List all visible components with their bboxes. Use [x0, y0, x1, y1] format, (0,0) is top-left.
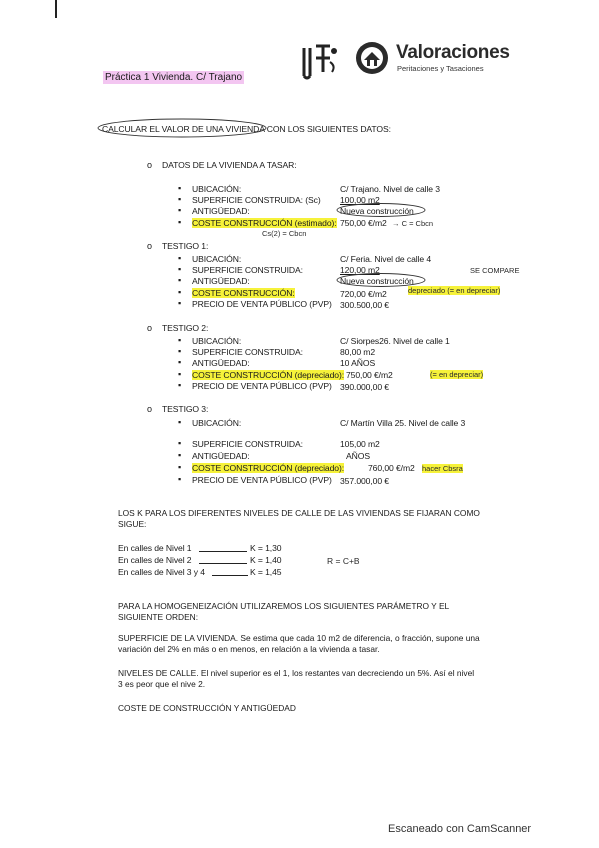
homogenization-levels: NIVELES DE CALLE. El nivel superior es el 1, los restantes van decreciendo un 5%. Así el nivel 3 es peor que el nive 2.: [118, 668, 475, 689]
annotation-se-compare: SE COMPARE: [470, 266, 520, 275]
annotation-hacer-cbsra: hacer Cbsra: [422, 464, 463, 473]
k-formula: R = C+B: [327, 556, 360, 566]
intro-text: CALCULAR EL VALOR DE UNA VIVIENDA CON LOS SIGUIENTES DATOS:: [102, 124, 391, 134]
testigo2-cost-value: 750,00 €/m2: [346, 370, 393, 380]
bullet: ▪: [178, 357, 182, 367]
testigo3-cost-label: COSTE CONSTRUCCIÓN (depreciado):: [192, 463, 344, 473]
testigo3-price-label: PRECIO DE VENTA PÚBLICO (PVP): [192, 475, 332, 485]
bullet: ▪: [178, 183, 182, 193]
homogenization-cost: COSTE DE CONSTRUCCIÓN Y ANTIGÜEDAD: [118, 703, 296, 713]
testigo2-location-value: C/ Siorpes26. Nivel de calle 1: [340, 336, 450, 346]
testigo3-age-value: AÑOS: [346, 451, 370, 461]
bullet: ▪: [178, 346, 182, 356]
practice-title: Práctica 1 Vivienda. C/ Trajano: [105, 72, 243, 83]
testigo1-surface-label: SUPERFICIE CONSTRUIDA:: [192, 265, 303, 275]
homogenization-intro: PARA LA HOMOGENEIZACIÓN UTILIZAREMOS LOS SIGUIENTES PARÁMETRO Y EL SIGUIENTE ORDEN:: [118, 601, 449, 622]
testigo2-price-value: 390.000,00 €: [340, 382, 389, 392]
testigo1-location-label: UBICACIÓN:: [192, 254, 242, 264]
brand-name: Valoraciones: [396, 42, 510, 63]
testigo3-surface-value: 105,00 m2: [340, 439, 380, 449]
annotation-depreciado-2: (= en depreciar): [430, 370, 484, 379]
subject-cost-value: 750,00 €/m2: [340, 218, 387, 228]
testigo2-location-label: UBICACIÓN:: [192, 336, 242, 346]
testigo3-surface-label: SUPERFICIE CONSTRUIDA:: [192, 439, 303, 449]
bullet: ▪: [178, 438, 182, 448]
testigo1-bullet: o: [147, 241, 153, 251]
k-row-1-value: K = 1,30: [250, 543, 282, 553]
k-row-3-label: En calles de Nivel 3 y 4: [118, 567, 205, 577]
brand-tagline: Peritaciones y Tasaciones: [397, 64, 484, 73]
bullet: ▪: [178, 380, 182, 390]
bullet: ▪: [178, 335, 182, 345]
k-intro: LOS K PARA LOS DIFERENTES NIVELES DE CALLE DE LAS VIVIENDAS SE FIJARAN COMO SIGUE:: [118, 508, 480, 529]
testigo1-cost-label: COSTE CONSTRUCCIÓN:: [192, 288, 295, 298]
testigo3-location-label: UBICACIÓN:: [192, 418, 242, 428]
subject-age-label: ANTIGÜEDAD:: [192, 206, 250, 216]
testigo1-surface-value: 120,00 m2: [340, 265, 380, 275]
intro-circle: [96, 117, 270, 139]
testigo3-bullet: o: [147, 404, 153, 414]
university-logo-icon: [300, 42, 342, 80]
bullet: ▪: [178, 462, 182, 472]
testigo2-surface-label: SUPERFICIE CONSTRUIDA:: [192, 347, 303, 357]
subject-bullet: o: [147, 160, 153, 170]
k-row-2-label: En calles de Nivel 2: [118, 555, 192, 565]
subject-location-value: C/ Trajano. Nivel de calle 3: [340, 184, 440, 194]
bullet: ▪: [178, 369, 182, 379]
testigo2-heading: TESTIGO 2:: [162, 323, 209, 333]
annotation-c-arrow: → C = Cbcn: [392, 219, 434, 228]
k-row-3-line: [212, 575, 248, 576]
subject-cost-label: COSTE CONSTRUCCIÓN (estimado):: [192, 218, 337, 228]
bullet: ▪: [178, 194, 182, 204]
testigo1-price-label: PRECIO DE VENTA PÚBLICO (PVP): [192, 299, 332, 309]
testigo1-heading: TESTIGO 1:: [162, 241, 209, 251]
testigo1-location-value: C/ Feria. Nivel de calle 4: [340, 254, 432, 264]
bullet: ▪: [178, 253, 182, 263]
testigo3-heading: TESTIGO 3:: [162, 404, 209, 414]
subject-heading: DATOS DE LA VIVIENDA A TASAR:: [162, 160, 297, 170]
testigo3-location-value: C/ Martín Villa 25. Nivel de calle 3: [340, 418, 466, 428]
testigo2-surface-value: 80,00 m2: [340, 347, 376, 357]
subject-surface-value: 100,00 m2: [340, 195, 380, 205]
bullet: ▪: [178, 474, 182, 484]
bullet: ▪: [178, 264, 182, 274]
testigo2-price-label: PRECIO DE VENTA PÚBLICO (PVP): [192, 381, 332, 391]
annotation-csc: Cs(2) = Cbcn: [262, 229, 307, 238]
brand-logo-icon: [355, 41, 389, 75]
bullet: ▪: [178, 298, 182, 308]
subject-age-value: Nueva construcción: [340, 206, 414, 216]
testigo1-cost-value: 720,00 €/m2: [340, 289, 387, 299]
scanner-watermark: Escaneado con CamScanner: [388, 823, 532, 835]
testigo3-age-label: ANTIGÜEDAD:: [192, 451, 250, 461]
subject-location-label: UBICACIÓN:: [192, 184, 242, 194]
testigo2-bullet: o: [147, 323, 153, 333]
k-row-1-label: En calles de Nivel 1: [118, 543, 192, 553]
testigo2-cost-label: COSTE CONSTRUCCIÓN (depreciado):: [192, 370, 344, 380]
testigo3-price-value: 357.000,00 €: [340, 476, 389, 486]
testigo3-cost-value: 760,00 €/m2: [368, 463, 415, 473]
bullet: ▪: [178, 287, 182, 297]
homogenization-surface: SUPERFICIE DE LA VIVIENDA. Se estima que cada 10 m2 de diferencia, o fracción, supone una variación del 2% en más o en menos, en relación a la vivienda a tasar.: [118, 633, 480, 654]
k-row-2-line: [199, 563, 247, 564]
annotation-depreciado-1: depreciado (= en depreciar): [408, 286, 501, 295]
testigo1-price-value: 300.500,00 €: [340, 300, 389, 310]
testigo1-age-value: Nueva construcción: [340, 276, 414, 286]
k-row-1-line: [199, 551, 247, 552]
k-row-3-value: K = 1,45: [250, 567, 282, 577]
bullet: ▪: [178, 275, 182, 285]
testigo2-age-label: ANTIGÜEDAD:: [192, 358, 250, 368]
testigo2-age-value: 10 AÑOS: [340, 358, 376, 368]
bullet: ▪: [178, 217, 182, 227]
testigo1-age-label: ANTIGÜEDAD:: [192, 276, 250, 286]
bullet: ▪: [178, 205, 182, 215]
bullet: ▪: [178, 450, 182, 460]
scan-margin-mark: [55, 0, 57, 18]
k-row-2-value: K = 1,40: [250, 555, 282, 565]
bullet: ▪: [178, 417, 182, 427]
subject-age-circle: [335, 202, 427, 218]
subject-surface-label: SUPERFICIE CONSTRUIDA: (Sc): [192, 195, 321, 205]
